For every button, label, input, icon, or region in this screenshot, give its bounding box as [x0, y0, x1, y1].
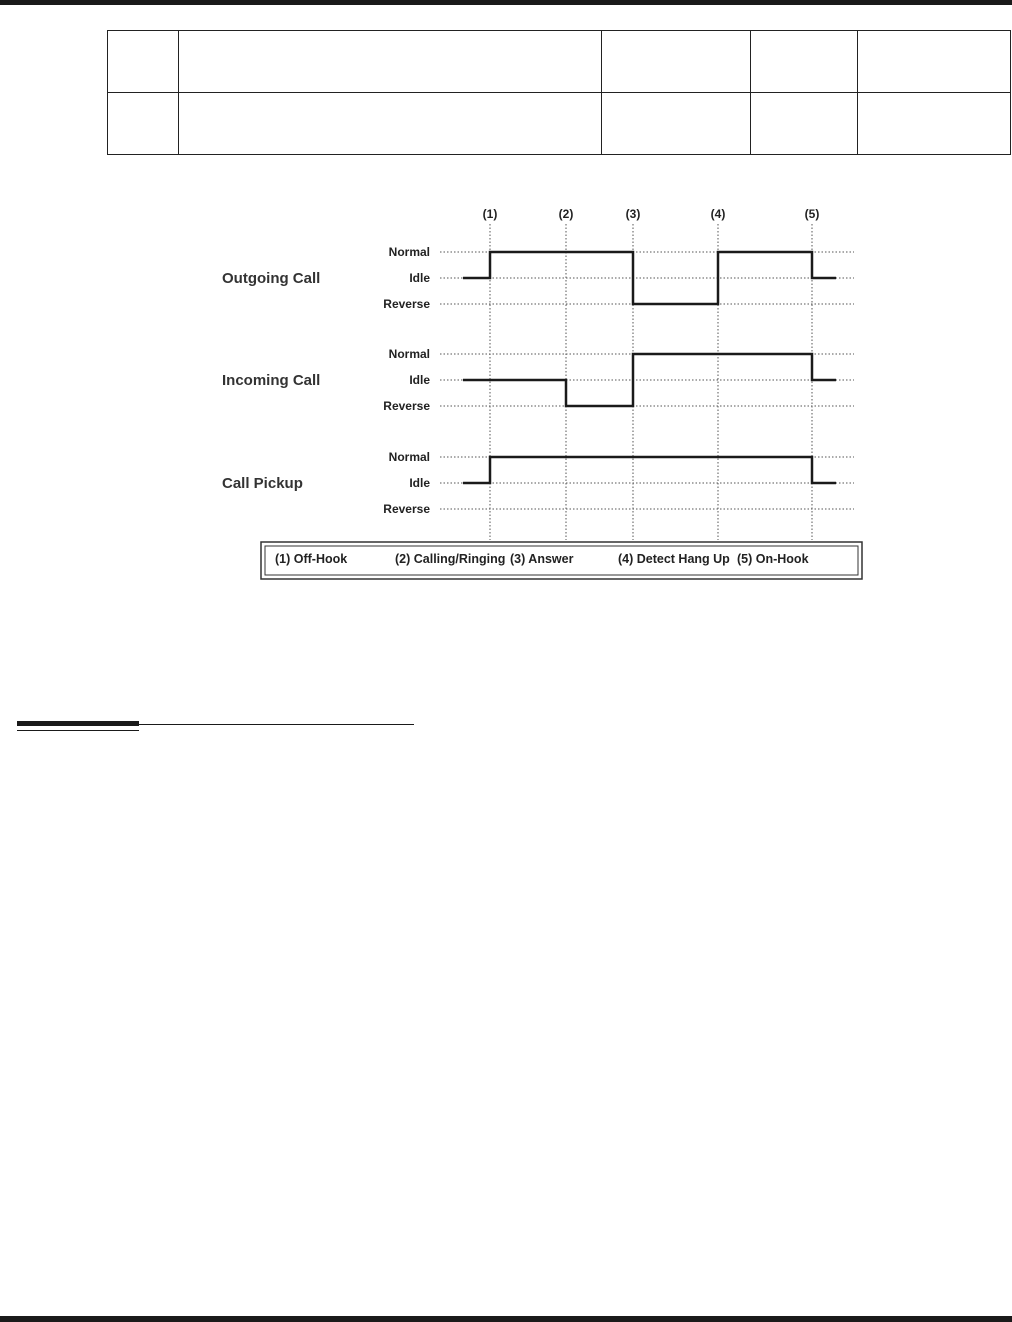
- spec-table: [107, 30, 1011, 155]
- table-cell: [179, 93, 602, 155]
- level-label: Idle: [409, 373, 430, 387]
- legend-entry: (3) Answer: [510, 552, 574, 566]
- level-label: Idle: [409, 271, 430, 285]
- table-cell: [179, 31, 602, 93]
- level-label: Reverse: [383, 297, 430, 311]
- header-rule: [0, 0, 1012, 5]
- level-label: Normal: [388, 245, 430, 259]
- section-rule-thin: [17, 724, 414, 725]
- level-label: Normal: [388, 450, 430, 464]
- legend-entry: (2) Calling/Ringing: [395, 552, 506, 566]
- table-cell: [108, 31, 179, 93]
- table-row: [108, 93, 1011, 155]
- footer-rule: [0, 1316, 1012, 1322]
- event-marker-label: (3): [625, 207, 641, 221]
- level-label: Idle: [409, 476, 430, 490]
- level-label: Reverse: [383, 502, 430, 516]
- timing-diagram: [0, 195, 1012, 595]
- signal-name: Call Pickup: [222, 475, 303, 492]
- table-cell: [602, 93, 751, 155]
- legend-entry: (5) On-Hook: [737, 552, 809, 566]
- level-label: Normal: [388, 347, 430, 361]
- event-marker-label: (1): [482, 207, 498, 221]
- signal-name: Incoming Call: [222, 372, 321, 389]
- table-cell: [751, 31, 858, 93]
- table-row: [108, 31, 1011, 93]
- event-marker-label: (5): [804, 207, 820, 221]
- signal-name: Outgoing Call: [222, 270, 321, 287]
- legend-entry: (4) Detect Hang Up: [618, 552, 730, 566]
- legend-entry: (1) Off-Hook: [275, 552, 348, 566]
- event-marker-label: (2): [558, 207, 574, 221]
- signal-waveform: [463, 457, 836, 483]
- table-cell: [108, 93, 179, 155]
- table-cell: [858, 31, 1011, 93]
- event-marker-label: (4): [710, 207, 726, 221]
- table-cell: [751, 93, 858, 155]
- section-rule-under: [17, 730, 139, 731]
- level-label: Reverse: [383, 399, 430, 413]
- table-cell: [602, 31, 751, 93]
- table-cell: [858, 93, 1011, 155]
